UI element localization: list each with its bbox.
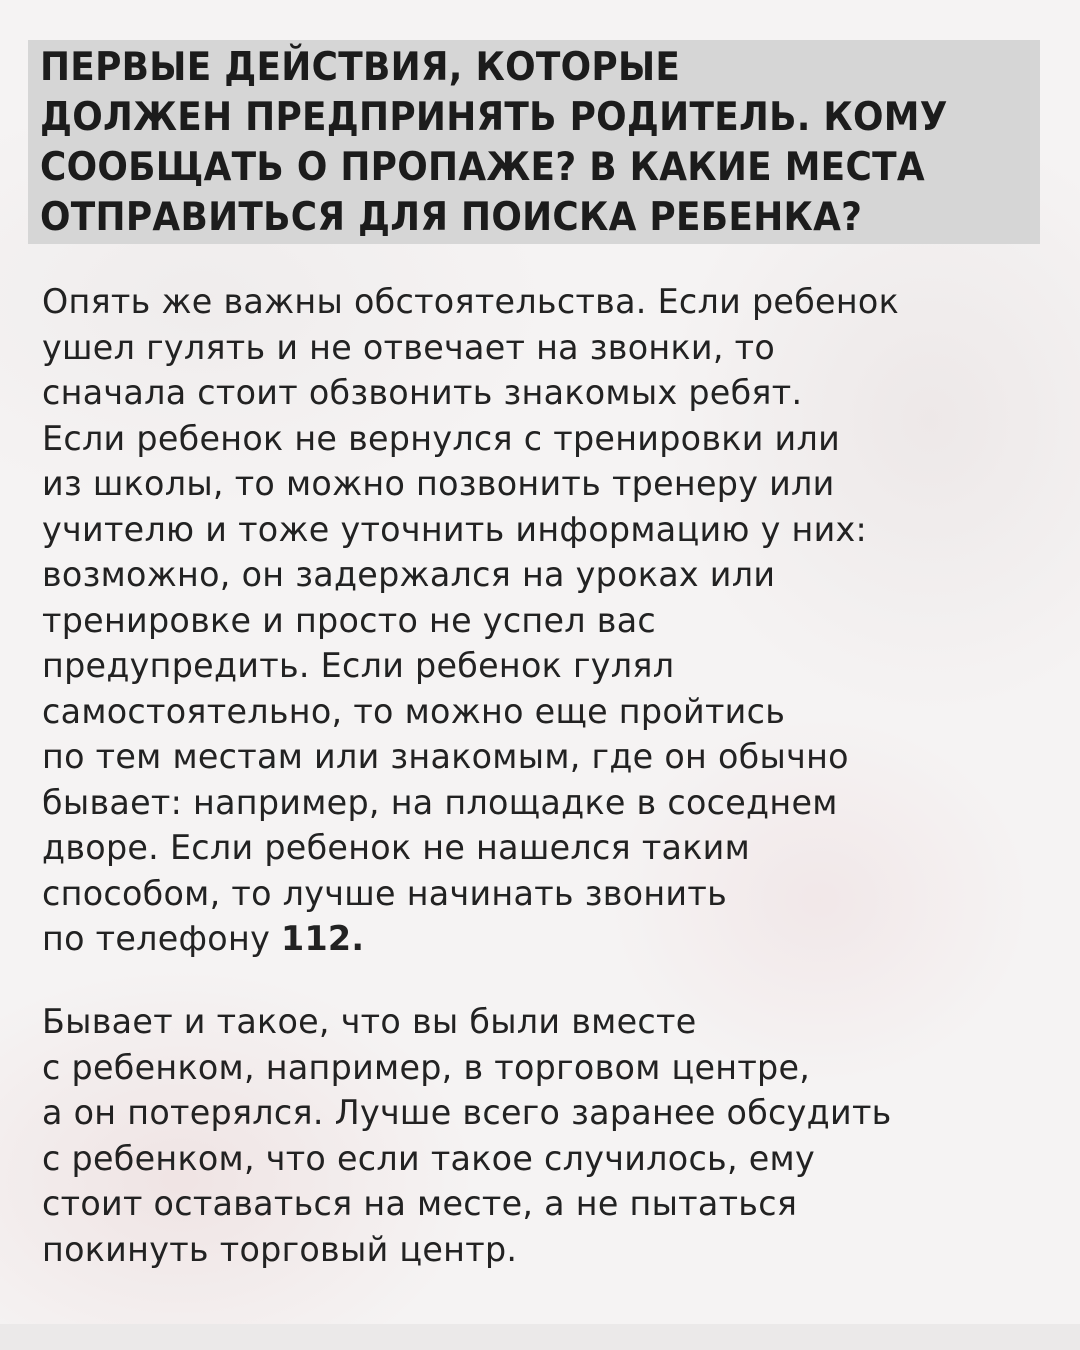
paragraph-first-actions <box>42 280 1032 963</box>
paragraph-line: стоит оставаться на месте, а не пытаться <box>42 1184 798 1224</box>
paragraph-line: с ребенком, например, в торговом центре, <box>42 1047 811 1088</box>
headline-line: ОТПРАВИТЬСЯ ДЛЯ ПОИСКА РЕБЕНКА? <box>40 195 863 240</box>
paragraph-line: дворе. Если ребенок не нашелся таким <box>42 828 751 868</box>
paragraph-line: покинуть торговый центр. <box>42 1229 518 1270</box>
phone-number: 112. <box>280 919 365 959</box>
headline-line: СООБЩАТЬ О ПРОПАЖЕ? В КАКИЕ МЕСТА <box>40 145 925 190</box>
headline-line: ДОЛЖЕН ПРЕДПРИНЯТЬ РОДИТЕЛЬ. КОМУ <box>40 95 948 140</box>
headline <box>40 43 951 243</box>
paragraph-line: Опять же важны обстоятельства. Если ребенок <box>42 282 900 322</box>
paragraph-line: способом, то лучше начинать звонить <box>42 873 728 914</box>
paragraph-line: бывает: например, на площадке в соседнем <box>42 782 838 823</box>
bottom-strip <box>0 1324 1080 1350</box>
paragraph-line: с ребенком, что если такое случилось, ему <box>42 1138 816 1179</box>
paragraph-line: по тем местам или знакомым, где он обычно <box>42 737 849 777</box>
paragraph-line: Если ребенок не вернулся с тренировки или <box>42 418 841 459</box>
paragraph-shopping-center <box>42 1000 1032 1273</box>
paragraph-line: из школы, то можно позвонить тренеру или <box>42 464 835 504</box>
phone-prefix: по телефону <box>42 919 281 959</box>
paragraph-line: Бывает и такое, что вы были вместе <box>42 1002 697 1042</box>
headline-line: ПЕРВЫЕ ДЕЙСТВИЯ, КОТОРЫЕ <box>40 45 681 90</box>
paragraph-line: учителю и тоже уточнить информацию у них: <box>42 509 868 550</box>
paragraph-line: а он потерялся. Лучше всего заранее обсудить <box>42 1093 892 1133</box>
paragraph-line: сначала стоит обзвонить знакомых ребят. <box>42 373 803 413</box>
paragraph-last-line <box>42 917 1032 963</box>
paragraph-line: тренировке и просто не успел вас <box>42 600 657 641</box>
paragraph-line: ушел гулять и не отвечает на звонки, то <box>42 327 776 368</box>
paragraph-line: возможно, он задержался на уроках или <box>42 555 776 595</box>
paragraph-line: предупредить. Если ребенок гулял <box>42 646 675 686</box>
paragraph-line: самостоятельно, то можно еще пройтись <box>42 691 786 732</box>
